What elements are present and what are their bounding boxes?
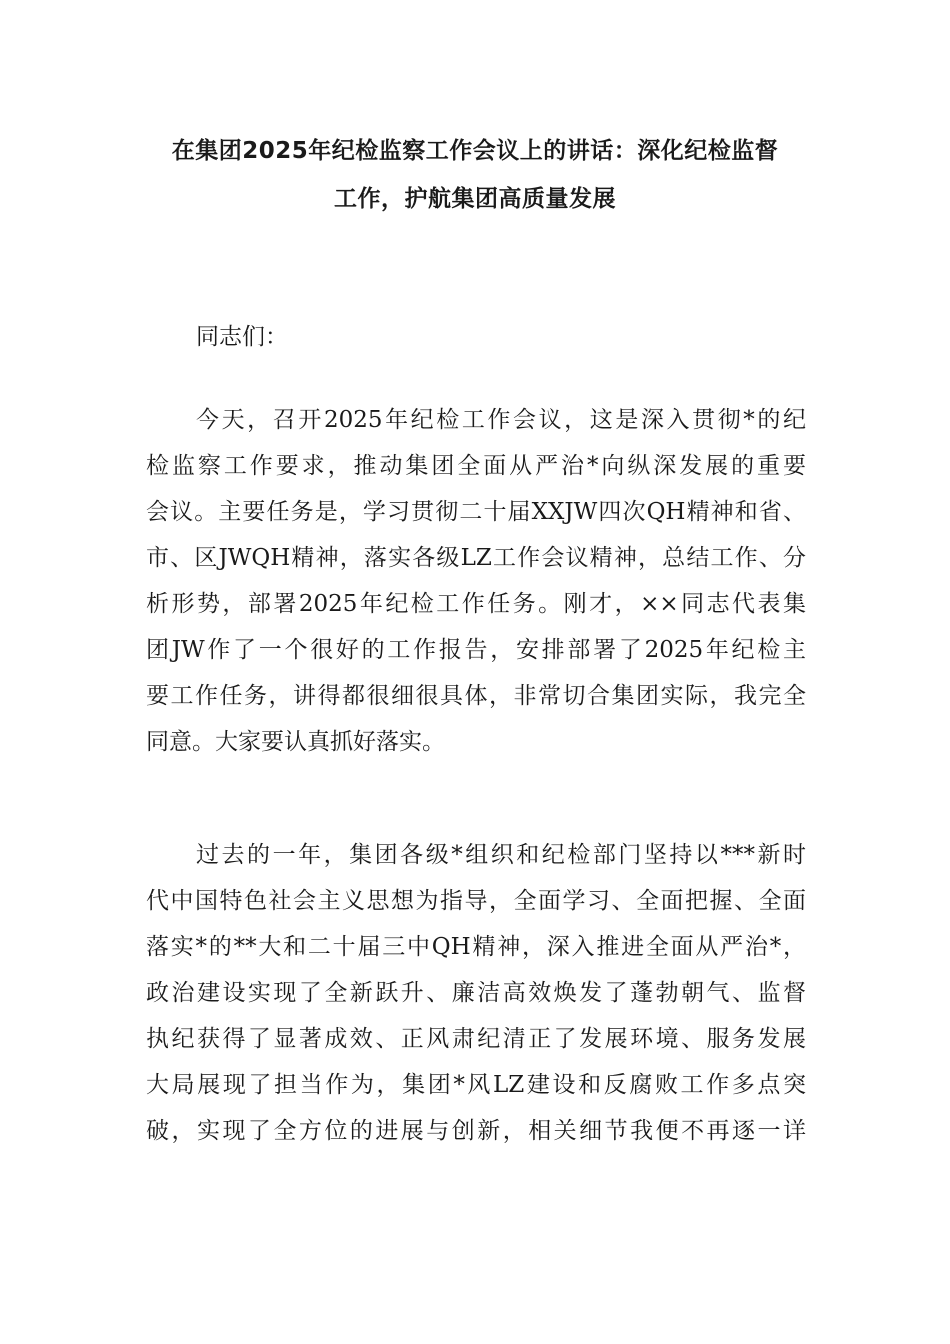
paragraph-2-line: 落实*的**大和二十届三中QH精神，深入推进全面从严治*，	[146, 934, 806, 960]
paragraph-2-line: 政治建设实现了全新跃升、廉洁高效焕发了蓬勃朝气、监督	[146, 980, 806, 1006]
paragraph-1-line: 团JW作了一个很好的工作报告，安排部署了2025年纪检主	[146, 637, 806, 663]
document-title-line-1: 在集团2025年纪检监察工作会议上的讲话：深化纪检监督	[171, 138, 779, 164]
salutation: 同志们：	[196, 324, 288, 350]
paragraph-1-line: 市、区JWQH精神，落实各级LZ工作会议精神，总结工作、分	[146, 545, 806, 571]
paragraph-2-line: 破，实现了全方位的进展与创新，相关细节我便不再逐一详	[146, 1118, 806, 1144]
paragraph-2-line: 执纪获得了显著成效、正风肃纪清正了发展环境、服务发展	[146, 1026, 806, 1052]
paragraph-1-line: 同意。大家要认真抓好落实。	[146, 729, 445, 755]
paragraph-1-line: 检监察工作要求，推动集团全面从严治*向纵深发展的重要	[146, 453, 806, 479]
paragraph-2-line: 大局展现了担当作为，集团*风LZ建设和反腐败工作多点突	[146, 1072, 806, 1098]
paragraph-1-line: 今天，召开2025年纪检工作会议，这是深入贯彻*的纪	[196, 407, 806, 433]
paragraph-1-line: 要工作任务，讲得都很细很具体，非常切合集团实际，我完全	[146, 683, 806, 709]
paragraph-2-line: 代中国特色社会主义思想为指导，全面学习、全面把握、全面	[146, 888, 806, 914]
document-title-line-2: 工作，护航集团高质量发展	[334, 186, 616, 212]
paragraph-1-line: 析形势，部署2025年纪检工作任务。刚才，××同志代表集	[146, 591, 806, 617]
paragraph-1-line: 会议。主要任务是，学习贯彻二十届XXJW四次QH精神和省、	[146, 499, 806, 525]
paragraph-2-line: 过去的一年，集团各级*组织和纪检部门坚持以***新时	[196, 842, 806, 868]
